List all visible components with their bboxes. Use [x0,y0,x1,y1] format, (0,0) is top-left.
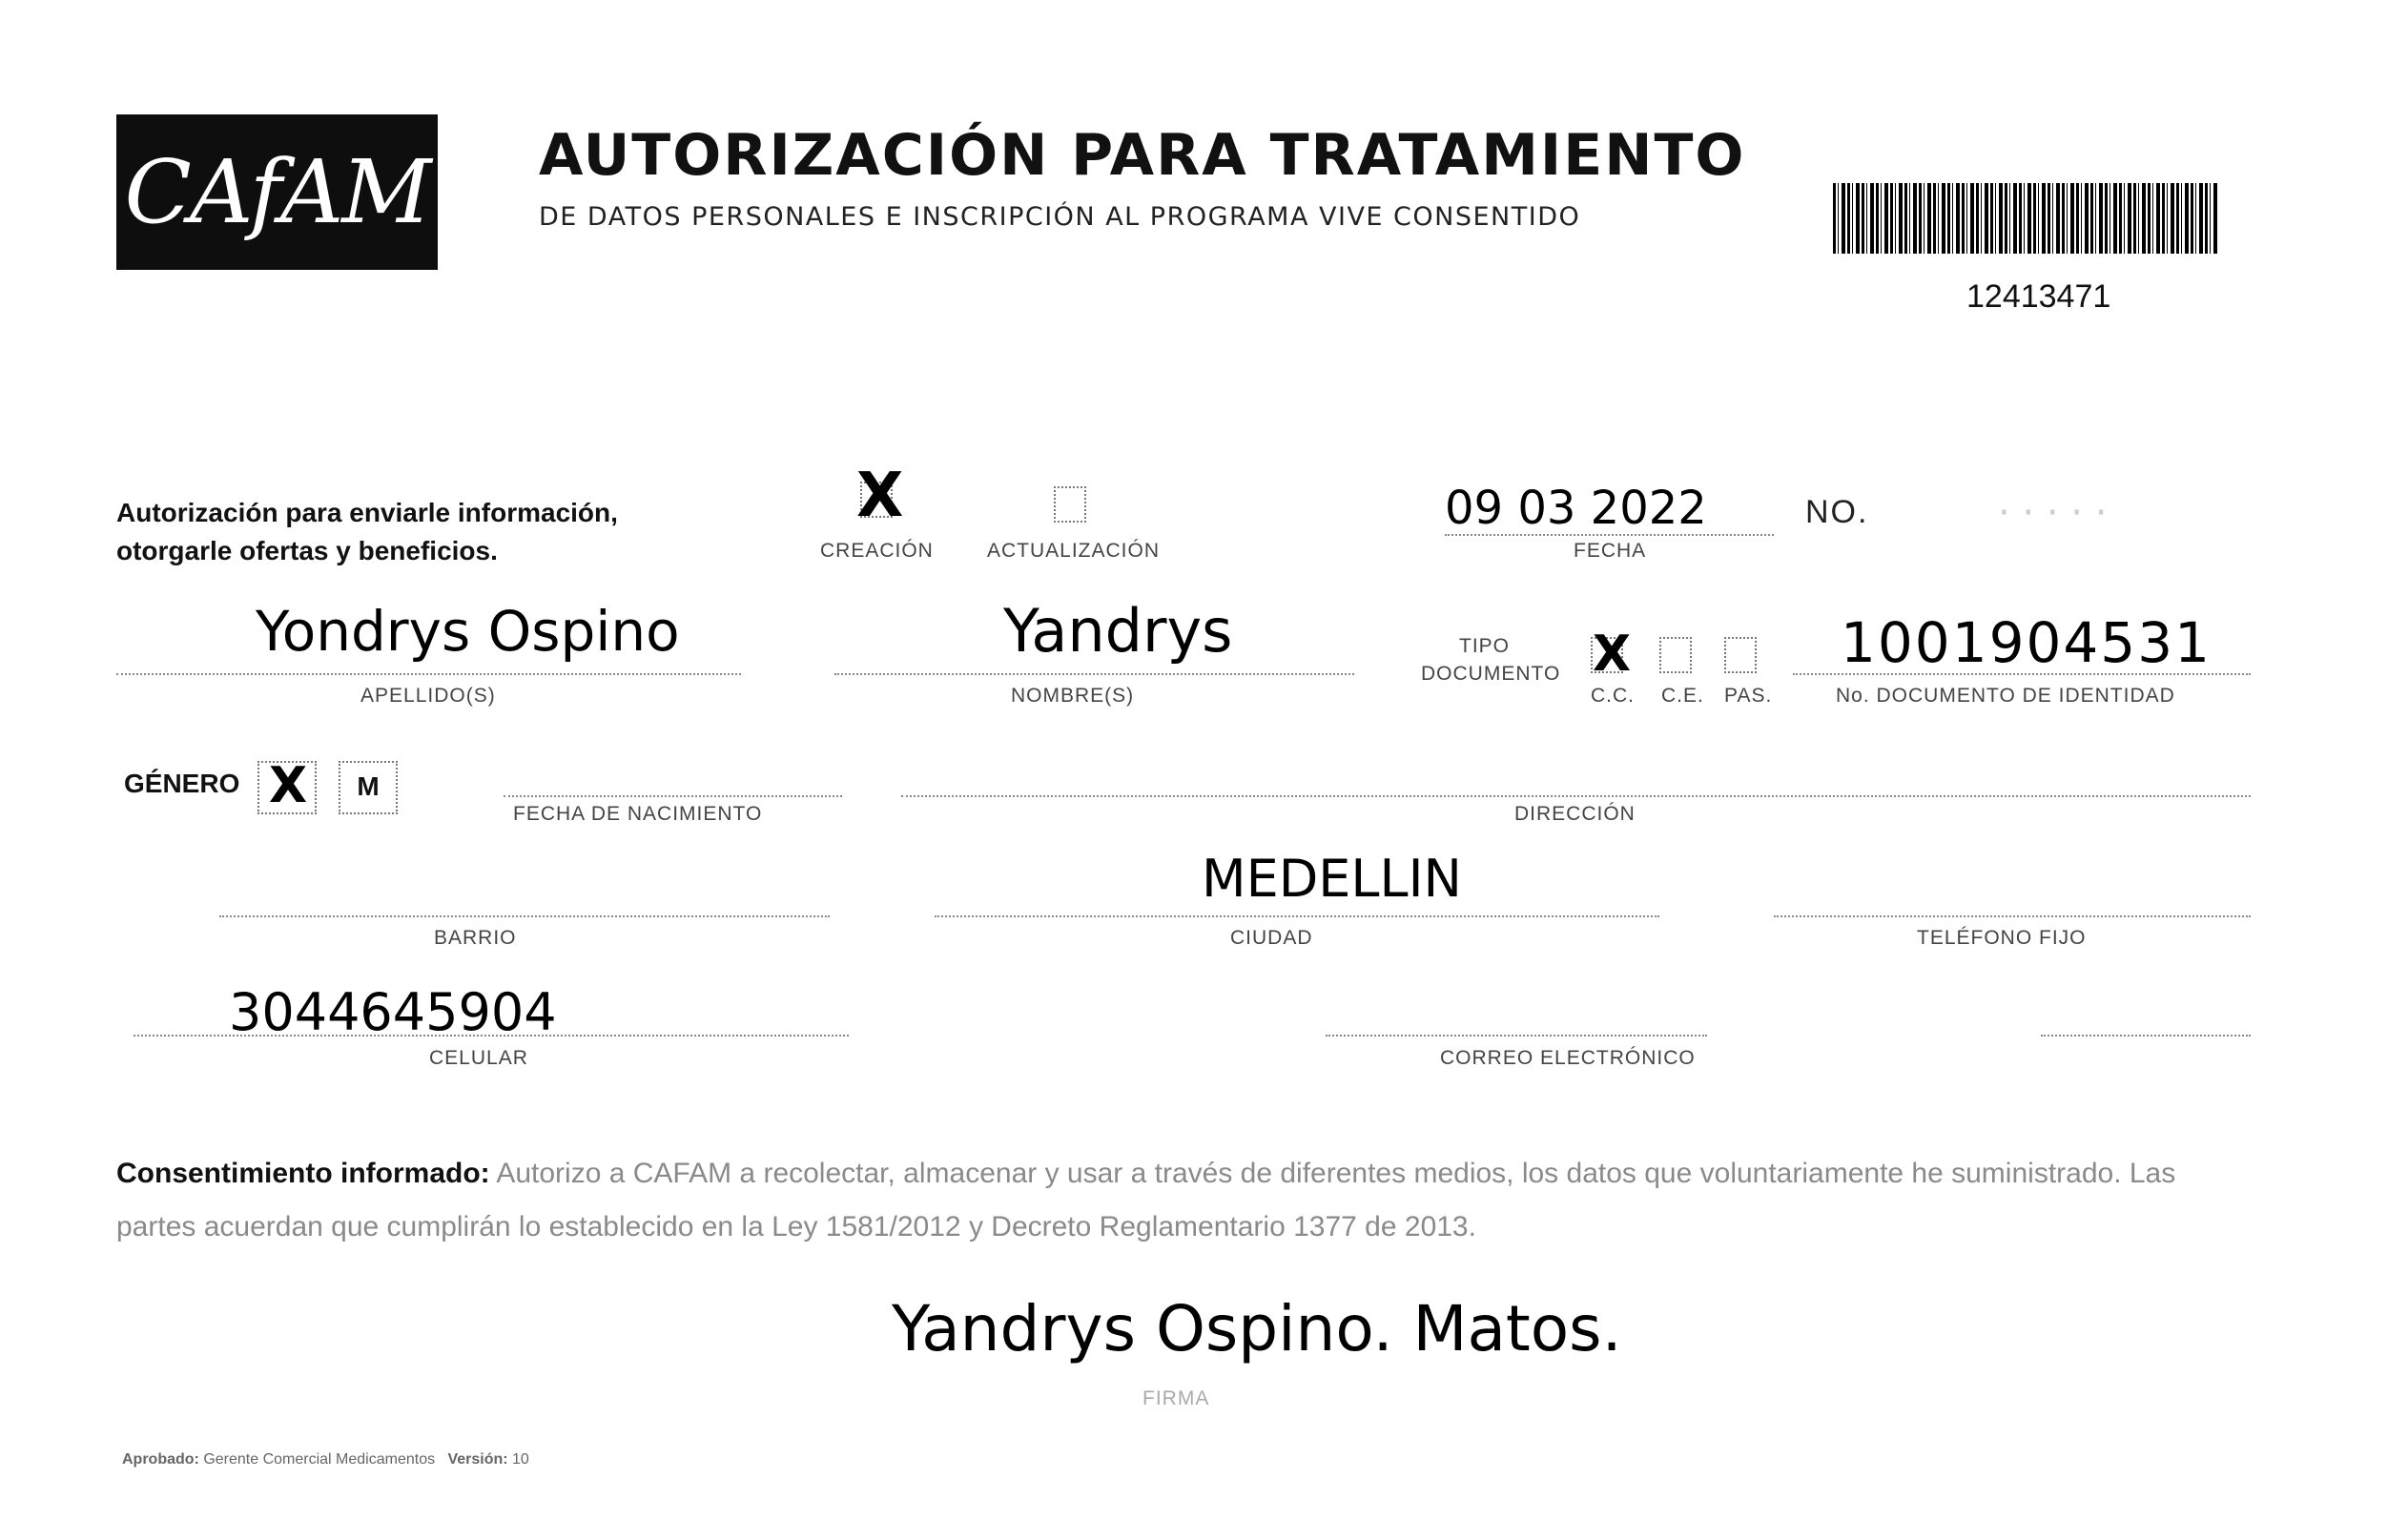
surname-line [116,673,741,675]
landline-label: TELÉFONO FIJO [1917,927,2087,949]
creation-check-mark: X [856,461,904,531]
footer-approval [122,1451,529,1468]
neighborhood-label: BARRIO [434,927,517,949]
doc-type-label-2: DOCUMENTO [1421,663,1561,685]
consent-text: Autorizo a CAFAM a recolectar, almacenar y usar a través de diferentes medios, los datos que voluntariamente he suministrado. Las partes acuerdan que cumplirán lo establecido en la Ley 1581/2012 y Decreto Reglamentario 1377 de 2013. [116,1158,2176,1242]
date-line [1445,534,1774,536]
surname-label: APELLIDO(S) [360,685,496,707]
document-subtitle: DE DATOS PERSONALES E INSCRIPCIÓN AL PROGRAMA VIVE CONSENTIDO [539,202,1581,232]
doc-number-line [1793,673,2251,675]
doc-type-label-1: TIPO [1459,635,1511,657]
city-value: MEDELLIN [1202,849,1462,909]
mobile-label: CELULAR [429,1047,528,1069]
doc-pas-checkbox[interactable] [1724,637,1757,673]
surname-value: Yondrys Ospino [256,599,680,664]
birth-date-line [504,795,842,797]
intro-line-1: Autorización para enviarle información, [116,498,618,527]
mobile-value: 3044645904 [229,982,557,1042]
update-label: ACTUALIZACIÓN [987,540,1161,562]
signature-value: Yandrys Ospino. Matos. [892,1292,1622,1365]
footer-version-value: 10 [512,1451,529,1468]
gender-f-mark: X [269,757,308,814]
form-number-faint: · · · · · [1998,491,2108,535]
barcode-number: 12413471 [1966,278,2111,315]
document-title: AUTORIZACIÓN PARA TRATAMIENTO [539,122,1746,189]
city-line [935,915,1659,917]
doc-cc-label: C.C. [1591,685,1635,707]
birth-date-label: FECHA DE NACIMIENTO [513,803,763,825]
gender-label: GÉNERO [124,769,240,798]
creation-label: CREACIÓN [820,540,934,562]
landline-line [1774,915,2251,917]
city-label: CIUDAD [1230,927,1313,949]
mobile-line [134,1035,849,1037]
doc-ce-label: C.E. [1661,685,1704,707]
date-label: FECHA [1574,540,1647,562]
footer-approved-label: Aprobado: [122,1451,199,1468]
email-line [1326,1035,1707,1037]
footer-version-label: Versión: [447,1451,508,1468]
doc-cc-mark: X [1593,626,1632,683]
date-value: 09 03 2022 [1445,482,1707,535]
number-label: NO. [1805,494,1869,530]
consent-heading: Consentimiento informado: [116,1158,490,1189]
neighborhood-line [219,915,830,917]
email-label: CORREO ELECTRÓNICO [1440,1047,1696,1069]
gender-m-checkbox[interactable]: M [339,761,398,814]
address-label: DIRECCIÓN [1514,803,1636,825]
name-line [834,673,1354,675]
consent-paragraph [116,1147,2253,1254]
email-line-right [2041,1035,2251,1037]
signature-label: FIRMA [1142,1387,1210,1409]
doc-pas-label: PAS. [1724,685,1773,707]
logo-text: CAfAM [124,141,430,243]
doc-ce-checkbox[interactable] [1659,637,1692,673]
name-label: NOMBRE(S) [1011,685,1135,707]
update-checkbox[interactable] [1054,486,1086,523]
doc-number-label: No. DOCUMENTO DE IDENTIDAD [1836,685,2175,707]
intro-line-2: otorgarle ofertas y beneficios. [116,536,498,565]
intro-text [116,494,618,570]
doc-number-value: 1001904531 [1841,610,2212,675]
address-line [901,795,2251,797]
footer-approved-value: Gerente Comercial Medicamentos [203,1451,436,1468]
barcode-image [1833,183,2219,254]
name-value: Yandrys [1003,596,1233,666]
cafam-logo [116,114,438,270]
